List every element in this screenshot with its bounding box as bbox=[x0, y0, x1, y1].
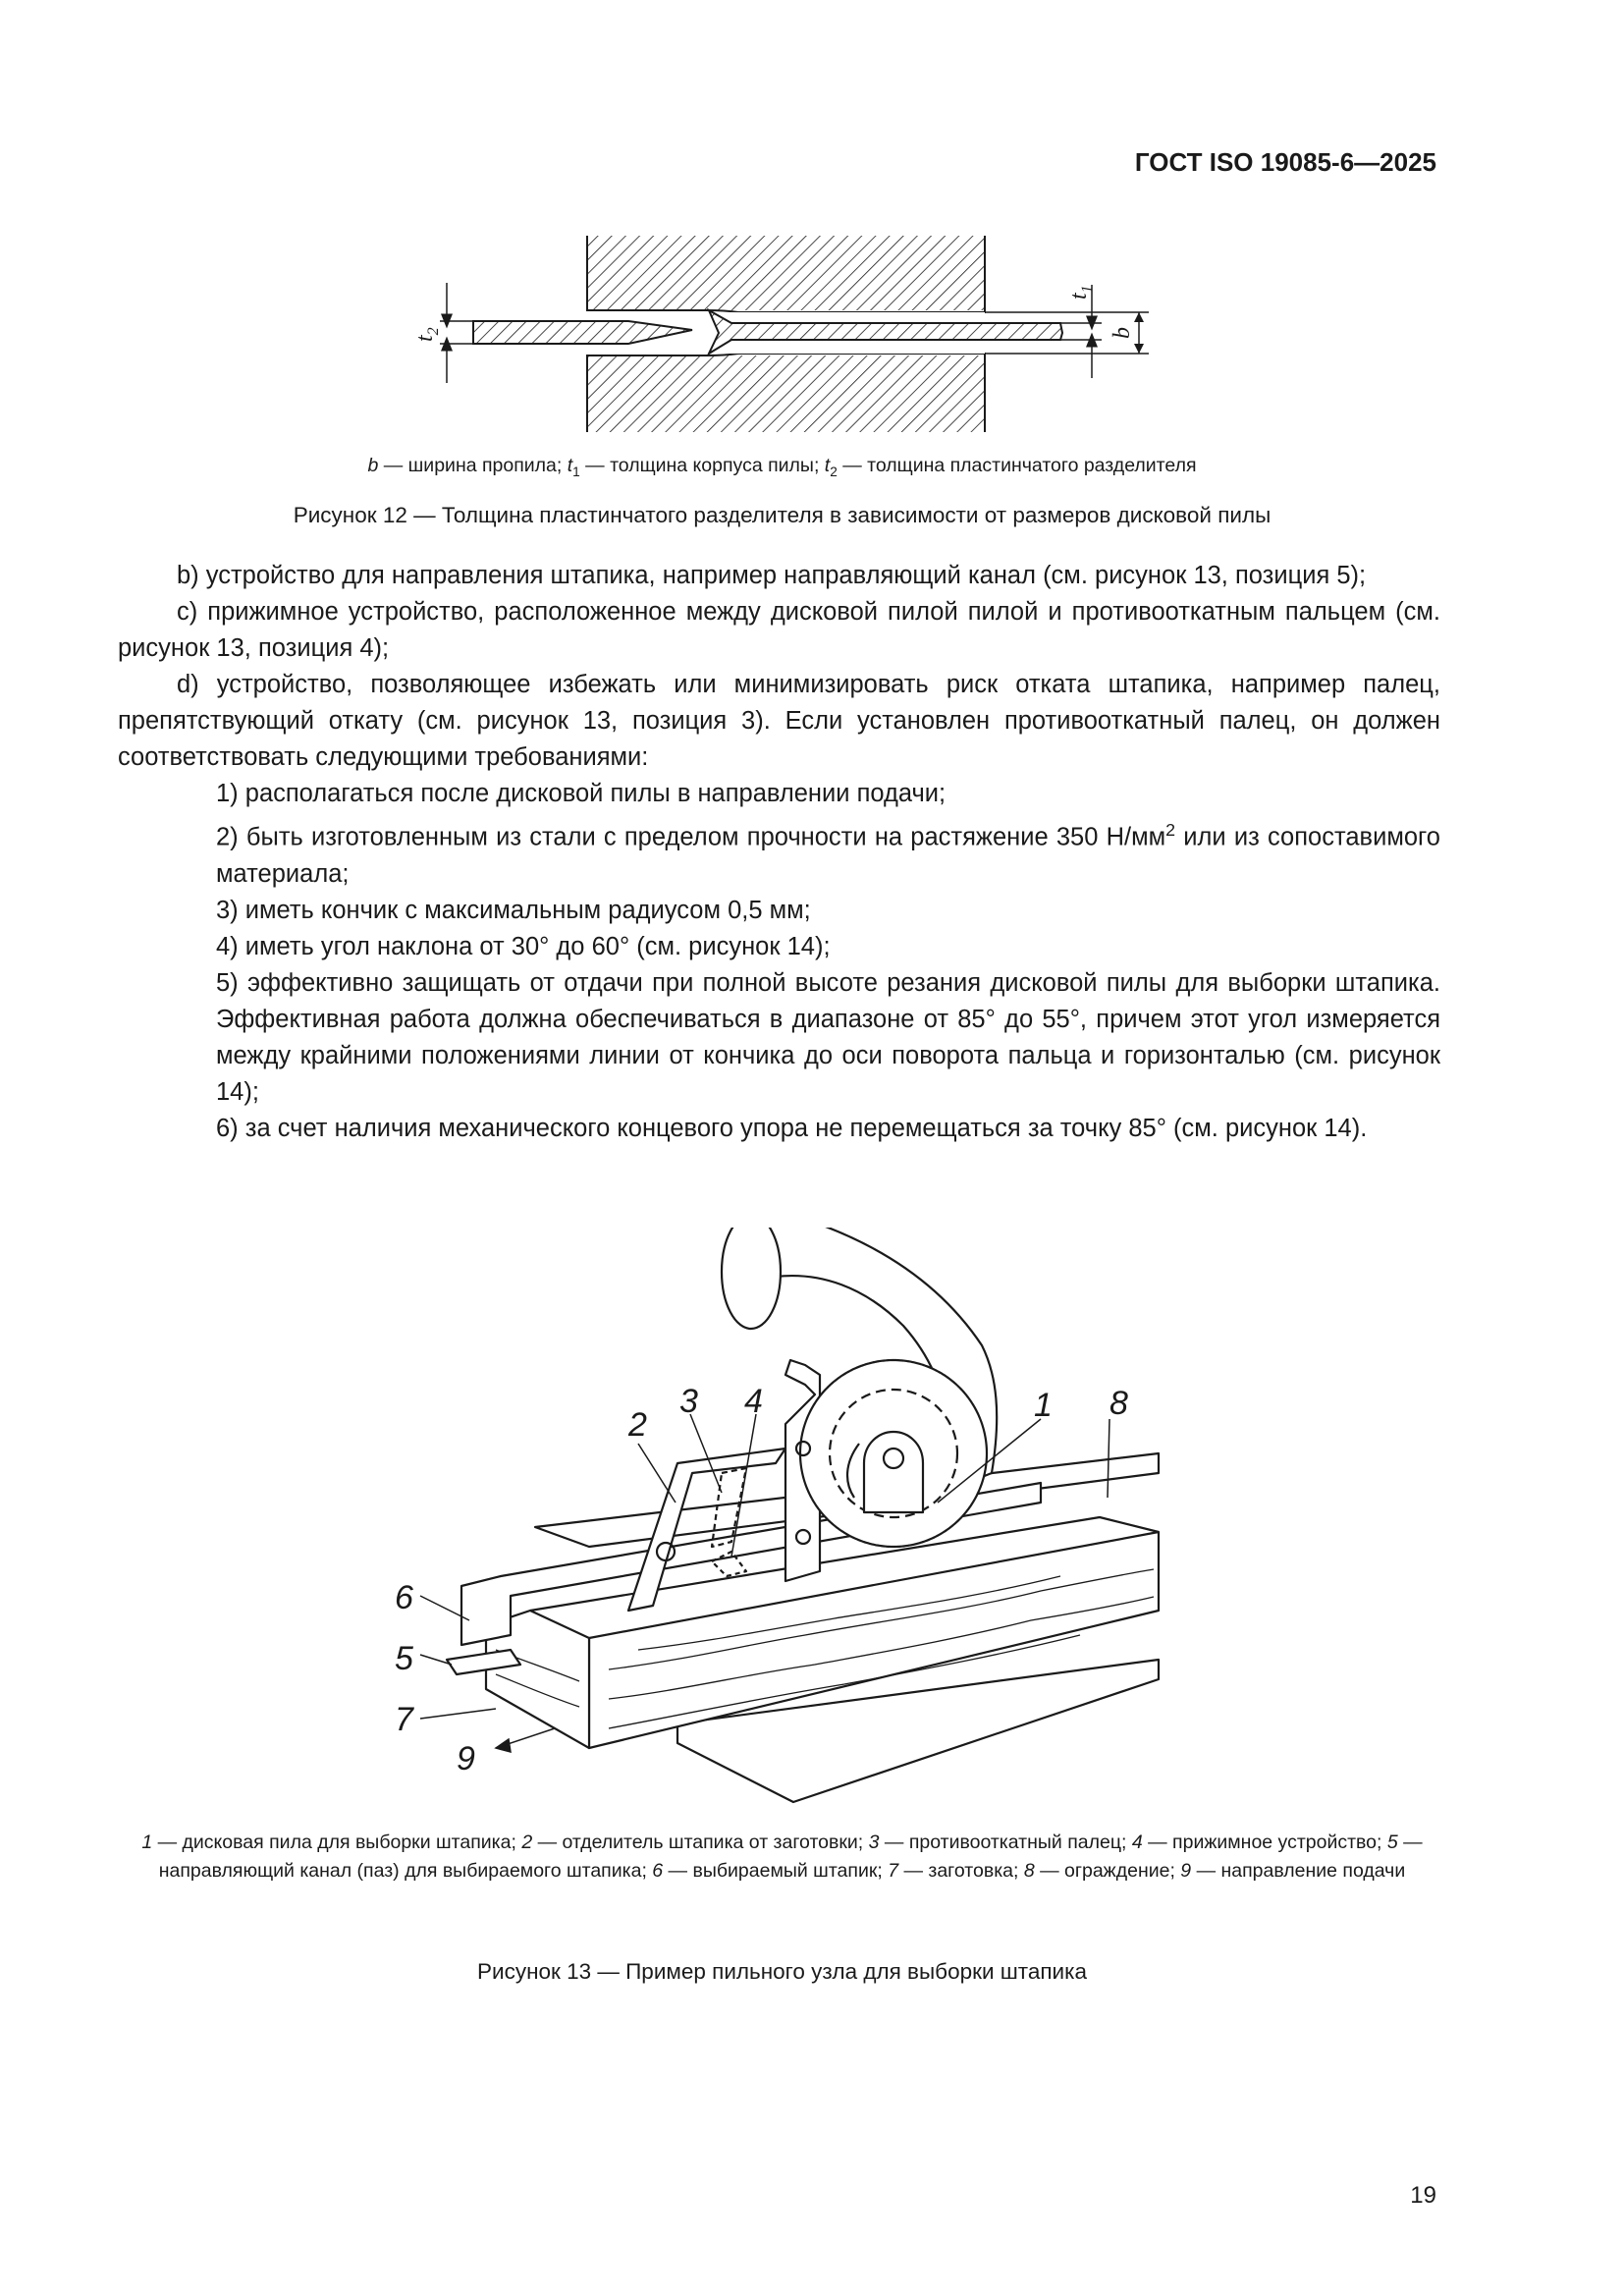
t1-dimension bbox=[1060, 285, 1102, 378]
list-item-1: 1) располагаться после дисковой пилы в направлении подачи; bbox=[216, 780, 947, 807]
figure-13-diagram bbox=[0, 1228, 1623, 1817]
body-text bbox=[118, 558, 1440, 1147]
document-standard-number: ГОСТ ISO 19085-6—2025 bbox=[1134, 147, 1436, 177]
svg-text:9: 9 bbox=[457, 1740, 475, 1777]
figure-13-legend: 1 — дисковая пила для выборки штапика; 2 — отделитель штапика от заготовки; 3 — противооткатный палец; 4 — прижимное устройство; 5 — направляющий канал (паз) для выбираемого штапика; 6 — выбираемый штапик; 7 — заготовка; 8 — ограждение; 9 — направление подачи bbox=[141, 1831, 1423, 1882]
list-item-6: 6) за счет наличия механического концевого упора не перемещаться за точку 85° (см. рисунок 14). bbox=[216, 1114, 1368, 1142]
list-item-2: 2) быть изготовленным из стали с пределом прочности на растяжение 350 $Н/мм^2$ или из сопоставимого материала; bbox=[216, 820, 1440, 888]
svg-text:7: 7 bbox=[395, 1701, 413, 1738]
svg-text:8: 8 bbox=[1109, 1385, 1128, 1422]
svg-text:b: b bbox=[1109, 327, 1135, 339]
list-item-4: 4) иметь угол наклона от 30° до 60° (см. рисунок 14); bbox=[216, 932, 831, 960]
list-item-5: 5) эффективно защищать от отдачи при полной высоте резания дисковой пилы для выборки штапика. Эффективная работа должна обеспечиваться в диапазоне от 85° до 55°, причем этот угол измеряется между крайними положениями линии от кончика до оси поворота пальца и горизонталью (см. рисунок 14); bbox=[216, 968, 1440, 1106]
list-item-3: 3) иметь кончик с максимальным радиусом 0,5 мм; bbox=[216, 896, 811, 924]
paragraph-c: c) прижимное устройство, расположенное между дисковой пилой пилой и противооткатным пальцем (см. рисунок 13, позиция 4); bbox=[118, 598, 1440, 662]
svg-text:t1: $t_1$ bbox=[1066, 285, 1096, 300]
svg-text:1: 1 bbox=[1034, 1387, 1053, 1424]
lower-table-block bbox=[587, 354, 985, 432]
upper-table-block bbox=[587, 236, 985, 312]
t2-dimension bbox=[412, 283, 473, 383]
page-number: 19 bbox=[1410, 2182, 1436, 2209]
paragraph-d: d) устройство, позволяющее избежать или минимизировать риск отката штапика, например палец, препятствующий откату (см. рисунок 13, позиция 3). Если установлен противооткатный палец, он должен соответствовать следующими требованиями: bbox=[118, 671, 1440, 771]
saw-blade bbox=[800, 1360, 987, 1547]
svg-text:t2: $t_2$ bbox=[412, 327, 442, 342]
svg-text:6: 6 bbox=[395, 1579, 413, 1616]
svg-text:2: 2 bbox=[628, 1406, 647, 1444]
figure-13-caption: Рисунок 13 — Пример пильного узла для выборки штапика bbox=[477, 1959, 1087, 1984]
svg-text:4: 4 bbox=[744, 1383, 763, 1420]
figure-12-legend: b — ширина пропила; $t_1$ — толщина корпуса пилы; $t_2$ — толщина пластинчатого разделителя bbox=[367, 455, 1197, 479]
legend-symbol: b bbox=[367, 455, 379, 476]
figure-12-caption: Рисунок 12 — Толщина пластинчатого разделителя в зависимости от размеров дисковой пилы bbox=[293, 503, 1271, 527]
svg-text:5: 5 bbox=[395, 1640, 413, 1677]
figure-12-diagram bbox=[0, 226, 1623, 442]
svg-text:3: 3 bbox=[679, 1383, 698, 1420]
paragraph-b: b) устройство для направления штапика, например направляющий канал (см. рисунок 13, позиция 5); bbox=[177, 562, 1367, 589]
